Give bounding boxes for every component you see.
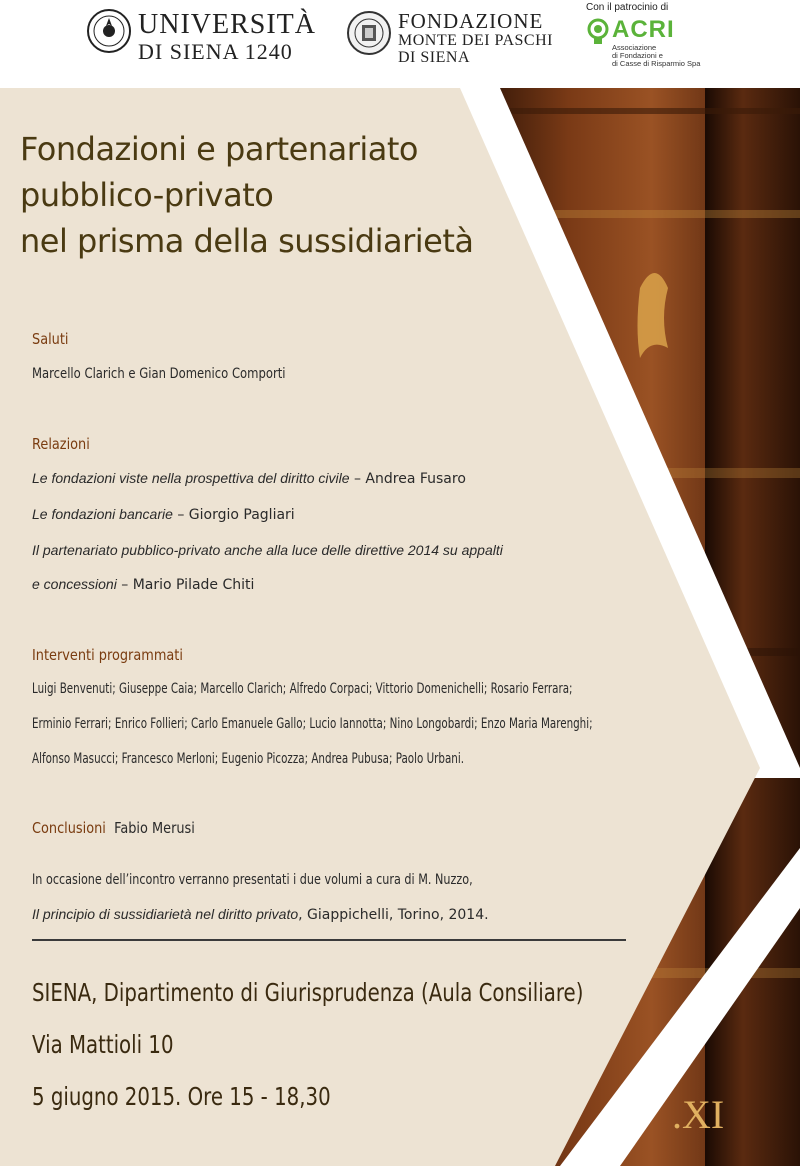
book-publisher: , Giappichelli, Torino, 2014.	[298, 907, 489, 923]
relazione-item: Il partenariato pubblico-privato anche alla luce delle direttive 2014 su appalti	[32, 542, 503, 558]
saluti-heading: Saluti	[32, 330, 69, 348]
title-line-1: Fondazioni e partenariato	[20, 130, 418, 168]
acri-name: ACRI	[612, 16, 675, 43]
fondazione-seal-icon	[346, 8, 392, 58]
interventi-line: Erminio Ferrari; Enrico Follieri; Carlo Emanuele Gallo; Lucio Iannotta; Nino Longobardi; Enzo Maria Marenghi;	[32, 716, 593, 732]
relazione-item: Le fondazioni viste nella prospettiva del diritto civile – Andrea Fusaro	[32, 470, 466, 487]
relazione-item: e concessioni – Mario Pilade Chiti	[32, 576, 255, 593]
acri-bulb-icon	[586, 18, 610, 46]
acri-logo	[586, 2, 701, 68]
unisi-city: DI SIENA 1240	[138, 39, 293, 64]
relazione-item: Le fondazioni bancarie – Giorgio Pagliari	[32, 506, 295, 523]
svg-text:.XI: .XI	[672, 1092, 725, 1137]
fondazione-mps-logo	[346, 8, 553, 66]
venue-address: Via Mattioli 10	[32, 1030, 174, 1059]
acri-subtitle: Associazione di Fondazioni e di Casse di Risparmio Spa	[612, 43, 701, 68]
book-title: Il principio di sussidiarietà nel diritto privato	[32, 906, 299, 922]
fmps-line3: DI SIENA	[398, 49, 470, 66]
divider-line	[32, 939, 626, 941]
conclusioni-speaker: Fabio Merusi	[114, 819, 195, 837]
unisi-name: UNIVERSITÀ	[138, 9, 316, 40]
saluti-text: Marcello Clarich e Gian Domenico Comporti	[32, 366, 286, 382]
interventi-heading: Interventi programmati	[32, 646, 183, 664]
relazioni-heading: Relazioni	[32, 435, 90, 453]
conclusioni-heading: Conclusioni	[32, 819, 106, 837]
title-line-2: pubblico-privato	[20, 176, 274, 214]
interventi-line: Alfonso Masucci; Francesco Merloni; Eugenio Picozza; Andrea Pubusa; Paolo Urbani.	[32, 751, 465, 767]
fmps-line1: FONDAZIONE	[398, 9, 544, 33]
note-line-1: In occasione dell’incontro verranno presentati i due volumi a cura di M. Nuzzo,	[32, 872, 473, 888]
fmps-line2: MONTE DEI PASCHI	[398, 32, 553, 49]
university-seal-icon	[86, 8, 132, 54]
conclusioni-row	[32, 819, 195, 837]
venue-location: SIENA, Dipartimento di Giurisprudenza (Aula Consiliare)	[32, 978, 584, 1007]
acri-patronage: Con il patrocinio di	[586, 2, 669, 13]
university-siena-logo	[86, 8, 316, 64]
poster-content	[0, 88, 800, 1166]
note-line-2	[32, 906, 489, 923]
title-line-3: nel prisma della sussidiarietà	[20, 222, 474, 260]
event-title	[20, 126, 473, 264]
interventi-line: Luigi Benvenuti; Giuseppe Caia; Marcello Clarich; Alfredo Corpaci; Vittorio Domenichelli; Rosario Ferrara;	[32, 681, 573, 697]
header-logos	[0, 0, 800, 88]
venue-date-time: 5 giugno 2015. Ore 15 - 18,30	[32, 1082, 331, 1111]
